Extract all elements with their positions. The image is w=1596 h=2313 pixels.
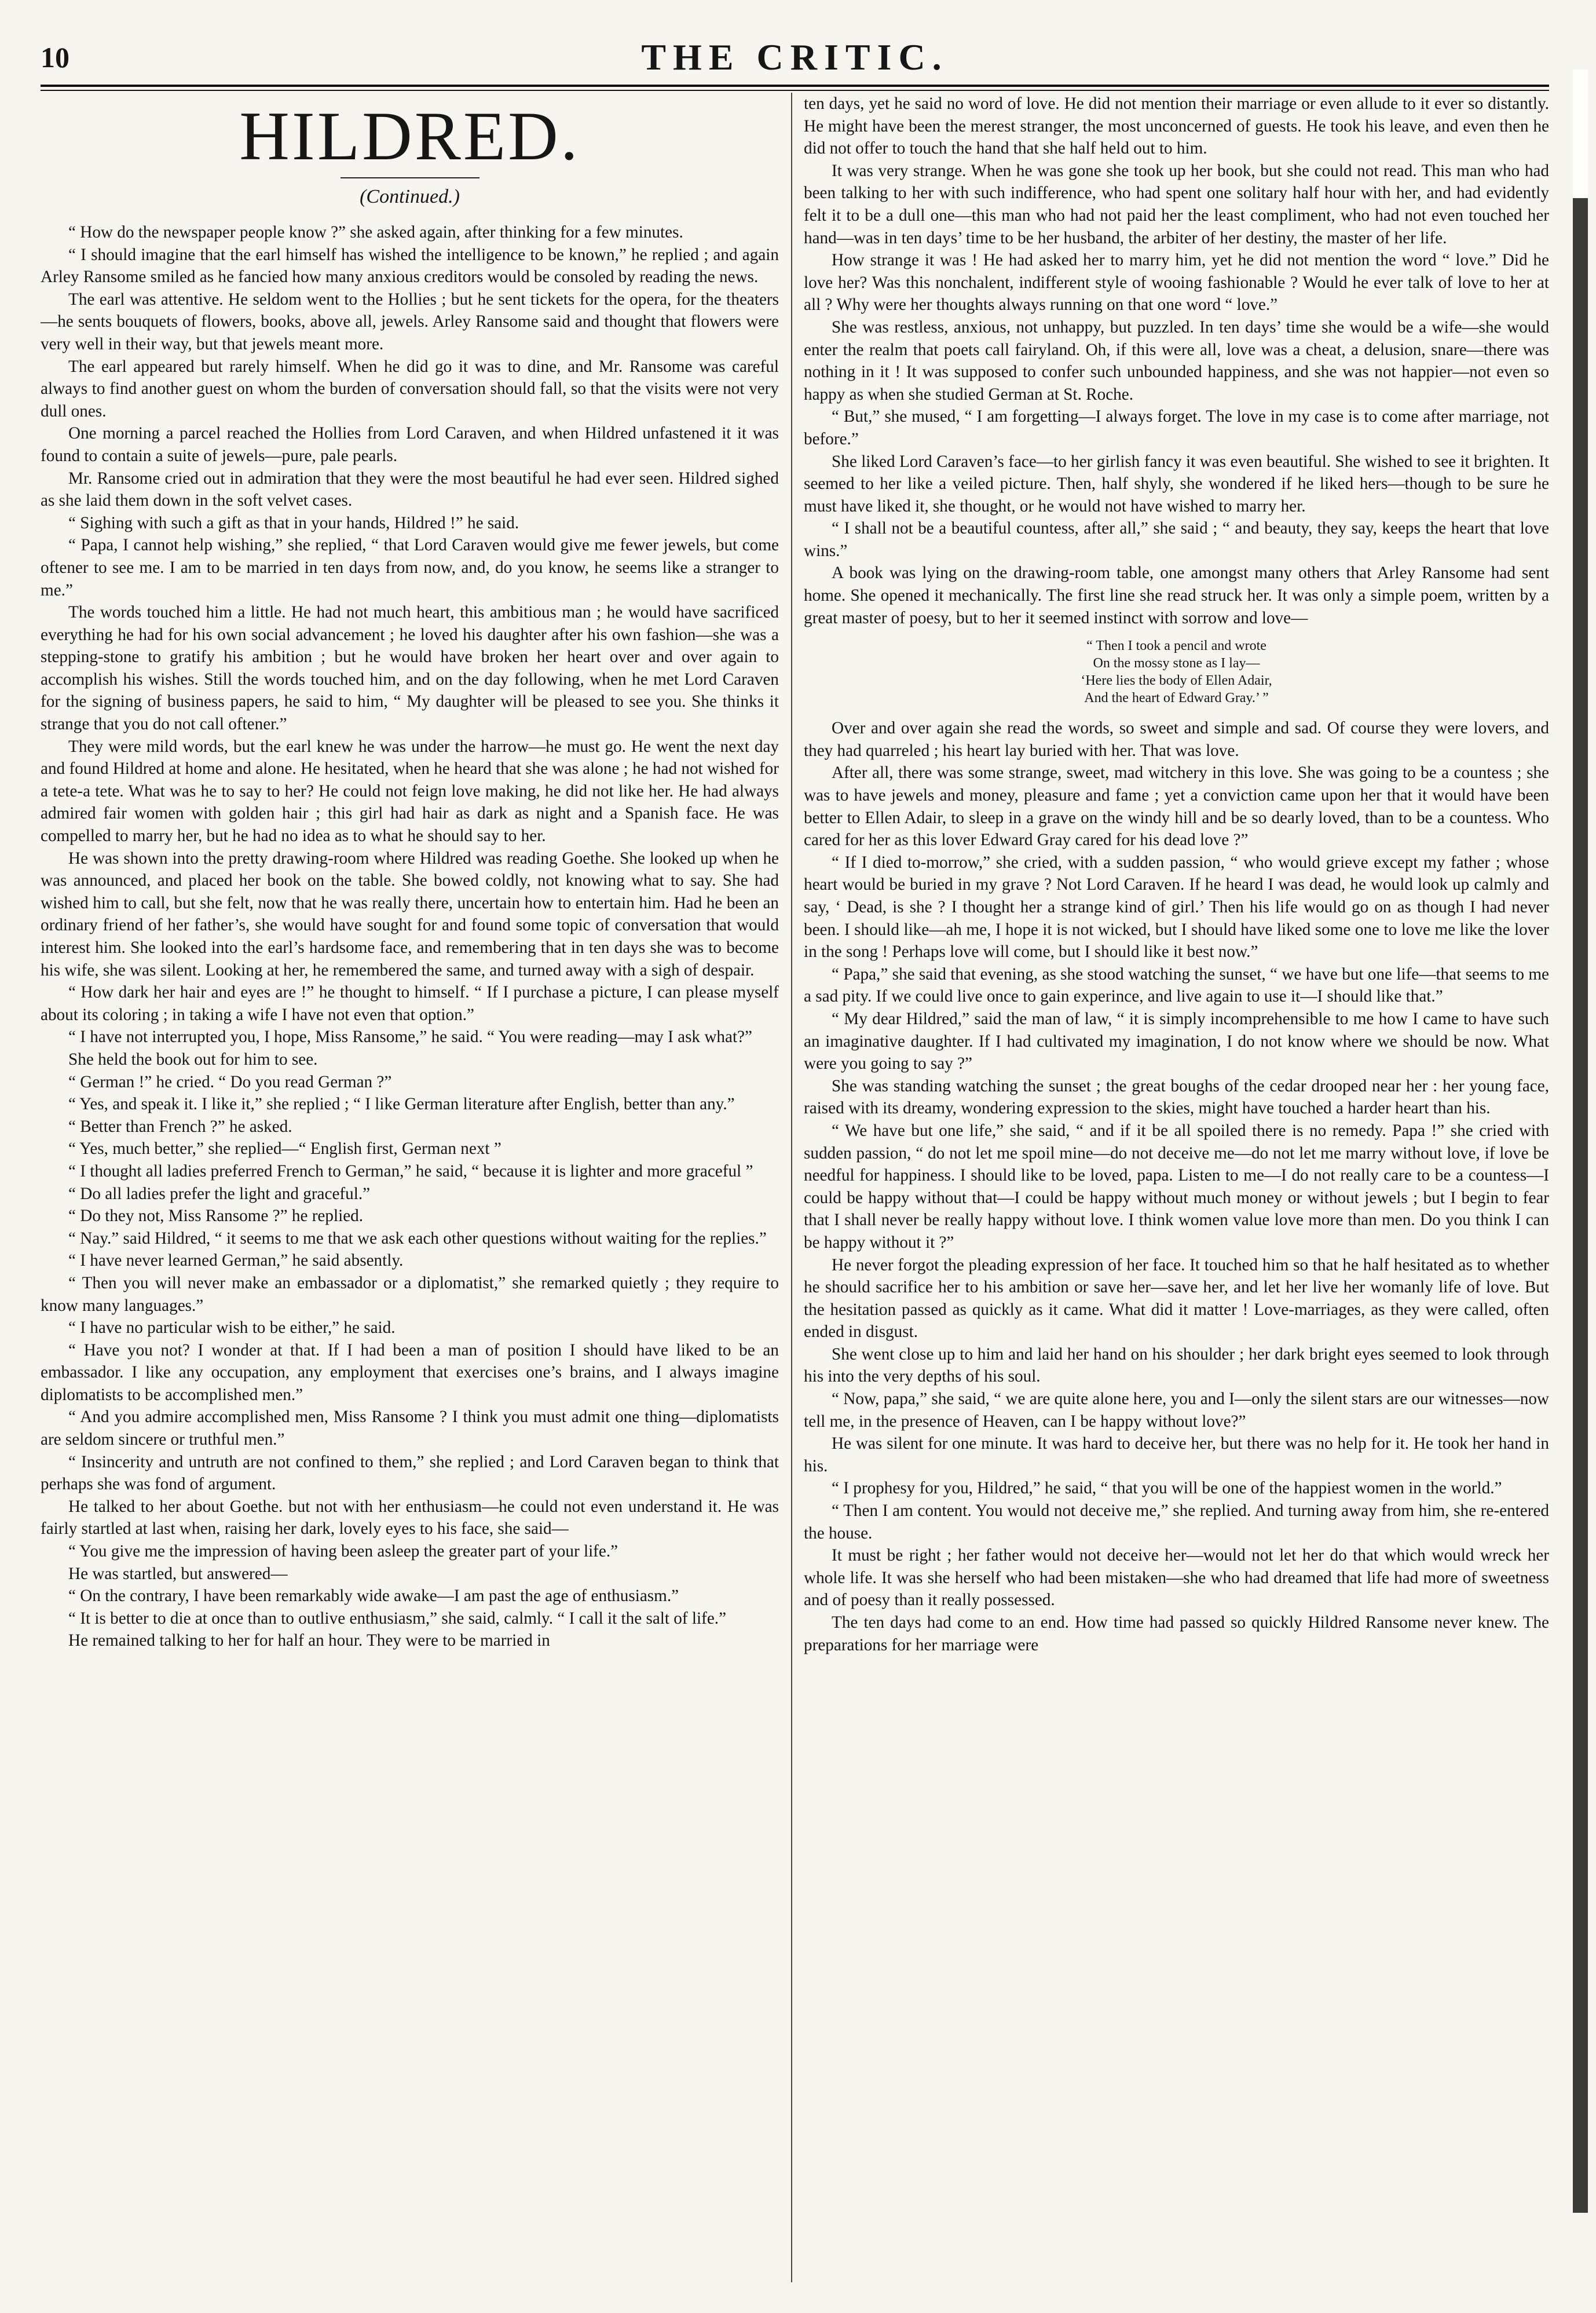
paragraph: “ How do the newspaper people know ?” she asked again, after thinking for a few minutes. — [68, 223, 683, 242]
paragraph: “ It is better to die at once than to outlive enthusiasm,” she said, calmly. “ I call it the salt of life.” — [68, 1609, 727, 1628]
paragraph: “ And you admire accomplished men, Miss Ransome ? I think you must admit one thing—diplomatists are seldom sincere or truthful men.” — [41, 1408, 779, 1449]
paragraph: “ I have never learned German,” he said absently. — [68, 1251, 404, 1270]
article-columns — [41, 93, 1549, 2282]
paragraph: Mr. Ransome cried out in admiration that they were the most beautiful he had ever seen. Hildred sighed as she laid them down in the soft velvet cases. — [41, 469, 779, 510]
paragraph: It was very strange. When he was gone she took up her book, but she could not read. This man who had been talking to her with such indifference, who had spent one solitary half hour with her, and had evidently felt it to be a dull one—this man who had not paid her the least compliment, who had not even touched her hand—was in ten days’ time to be her husband, the arbiter of her destiny, the master of her life. — [804, 161, 1549, 247]
paragraph: “ Now, papa,” she said, “ we are quite alone here, you and I—only the silent stars are our witnesses—now tell me, in the presence of Heaven, can I be happy without love?” — [804, 1390, 1549, 1431]
paragraph: “ Have you not? I wonder at that. If I had been a man of position I should have liked to be an embassador. I like any occupation, any employment that exercises one’s brains, and I always imagine diplomatists to be accomplished men.” — [41, 1340, 779, 1404]
newspaper-page — [41, 35, 1549, 2288]
page-edge-shadow — [1573, 70, 1588, 2213]
paragraph: “ Then you will never make an embassador or a diplomatist,” she remarked quietly ; they require to know many languages.” — [41, 1273, 779, 1315]
poem-quote — [804, 637, 1549, 707]
paragraph: “ Yes, and speak it. I like it,” she replied ; “ I like German literature after English, better than any.” — [68, 1095, 735, 1114]
paragraph: “ German !” he cried. “ Do you read German ?” — [68, 1072, 392, 1091]
paragraph: The earl appeared but rarely himself. When he did go it was to dine, and Mr. Ransome was careful always to find another guest on whom the burden of conversation should fall, so that the visits were not very dull ones. — [41, 357, 779, 421]
paragraph: “ I prophesy for you, Hildred,” he said, “ that you will be one of the happiest women in the world.” — [832, 1479, 1502, 1498]
paragraph: After all, there was some strange, sweet, mad witchery in this love. She was going to be a countess ; she was to have jewels and money, pleasure and fame ; yet a conviction came upon her that it would have been better to Ellen Adair, to sleep in a grave on the windy hill and be so dearly loved, than to be a countess. Who cared for her as this lover Edward Gray cared for his dead love ?” — [804, 763, 1549, 850]
title-rule — [341, 177, 479, 178]
paragraph: They were mild words, but the earl knew he was under the harrow—he must go. He went the next day and found Hildred at home and alone. He hesitated, when he heard that she was alone ; he had not wished for a tete-a tete. What was he to say to her? He could not feign love making, he did not like her. He had always admired fair women with golden hair ; this girl had hair as dark as night and a Spanish face. He was compelled to marry her, but he had no idea as to what he should say to her. — [41, 737, 779, 846]
poem-line: On the mossy stone as I lay— — [1093, 656, 1260, 671]
paragraph: “ But,” she mused, “ I am forgetting—I always forget. The love in my case is to come after marriage, not before.” — [804, 407, 1549, 448]
page-number: 10 — [41, 41, 69, 74]
paragraph: “ My dear Hildred,” said the man of law, “ it is simply incomprehensible to me how I came to have such an imaginative daughter. If I had cultivated my imagination, I do not know where we should be now. What were you going to say ?” — [804, 1009, 1549, 1073]
poem-line: “ Then I took a pencil and wrote — [1086, 638, 1266, 654]
paragraph: One morning a parcel reached the Hollies from Lord Caraven, and when Hildred unfastened it it was found to contain a suite of jewels—pure, pale pearls. — [41, 424, 779, 465]
paragraph: She went close up to him and laid her hand on his shoulder ; her dark bright eyes seemed to look through his into the very depths of his soul. — [804, 1344, 1549, 1386]
masthead-rule — [41, 85, 1549, 91]
left-column — [41, 93, 779, 2282]
paragraph: “ How dark her hair and eyes are !” he thought to himself. “ If I purchase a picture, I can please myself about its coloring ; in taking a wife I have not even that option.” — [41, 983, 779, 1024]
paragraph: He was silent for one minute. It was hard to deceive her, but there was no help for it. He took her hand in his. — [804, 1434, 1549, 1475]
paragraph: “ Better than French ?” he asked. — [68, 1117, 292, 1136]
paragraph: “ I have no particular wish to be either,” he said. — [68, 1318, 396, 1338]
paragraph: How strange it was ! He had asked her to marry him, yet he did not mention the word “ love.” Did he love her? Was this nonchalent, indifferent style of wooing fashionable ? Would he ever talk of love to her at all ? Why were her thoughts always running on that one word “ love.” — [804, 251, 1549, 315]
paragraph: The ten days had come to an end. How time had passed so quickly Hildred Ransome never knew. The preparations for her marriage were — [804, 1613, 1549, 1654]
paragraph: The words touched him a little. He had not much heart, this ambitious man ; he would have sacrificed everything he had for his own social advancement ; he loved his daughter after his own fashion—she was a stepping-stone to gratify his ambition ; but he would have broken her heart over and over again to accomplish his wishes. Still the words touched him, and on the day following, when he met Lord Caraven for the signing of business papers, he said to him, “ My daughter will be pleased to see you. She thinks it strange that you do not call oftener.” — [41, 603, 779, 734]
paragraph: “ I shall not be a beautiful countess, after all,” she said ; “ and beauty, they say, keeps the heart that love wins.” — [804, 519, 1549, 560]
story-subtitle: (Continued.) — [360, 186, 460, 207]
right-column-body-top — [804, 93, 1549, 629]
masthead — [41, 35, 1549, 81]
paragraph: “ Nay.” said Hildred, “ it seems to me that we ask each other questions without waiting for the replies.” — [68, 1229, 767, 1248]
paragraph: She was standing watching the sunset ; the great boughs of the cedar drooped near her : her young face, raised with its dreamy, wondering expression to the skies, might have touched a harder heart than his. — [804, 1076, 1549, 1118]
paragraph: “ Then I am content. You would not deceive me,” she replied. And turning away from him, she re-entered the house. — [804, 1501, 1549, 1543]
paragraph: “ Do they not, Miss Ransome ?” he replied. — [68, 1207, 364, 1226]
paragraph: She was restless, anxious, not unhappy, but puzzled. In ten days’ time she would be a wife—she would enter the realm that poets call fairyland. Oh, if this were all, love was a cheat, a delusion, snare—there was nothing in it ! It was supposed to confer such unbounded happiness, and she was not happier—not even so happy as when she studied German at St. Roche. — [804, 317, 1549, 404]
paragraph: It must be right ; her father would not deceive her—would not let her do that which would wreck her whole life. It was she herself who had been mistaken—she who had dreamed that life had more of sweetness and of poesy than it really possessed. — [804, 1546, 1549, 1610]
paragraph: “ I should imagine that the earl himself has wished the intelligence to be known,” he replied ; and again Arley Ransome smiled as he fancied how many anxious creditors would be consoled by reading the news. — [41, 245, 779, 287]
paragraph: ten days, yet he said no word of love. He did not mention their marriage or even allude to it ever so distantly. He might have been the merest stranger, the most unconcerned of guests. He took his leave, and even then he did not offer to touch the hand that she half held out to him. — [804, 94, 1549, 158]
paragraph: “ I have not interrupted you, I hope, Miss Ransome,” he said. “ You were reading—may I ask what?” — [68, 1028, 752, 1047]
paragraph: He was startled, but answered— — [68, 1564, 288, 1583]
paragraph: He was shown into the pretty drawing-room where Hildred was reading Goethe. She looked up when he was announced, and placed her book on the table. She bowed coldly, not knowing what to say. She had wished him to call, but she felt, now that he was really there, uncertain how to entertain him. Had he been an ordinary friend of her father’s, she would have sought for and found some topic of conversation that would interest him. She looked into the earl’s hardsome face, and remembering that in ten days she was to become his wife, she was silent. Looking at her, he remembered the same, and turned away with a sigh of despair. — [41, 849, 779, 980]
paragraph: “ I thought all ladies preferred French to German,” he said, “ because it is lighter and more graceful ” — [68, 1161, 753, 1181]
paragraph: “ Insincerity and untruth are not confined to them,” she replied ; and Lord Caraven began to think that perhaps she was fond of argument. — [41, 1452, 779, 1494]
story-title: HILDRED. — [239, 97, 580, 174]
poem-line: ‘Here lies the body of Ellen Adair, — [1081, 673, 1272, 689]
paragraph: The earl was attentive. He seldom went to the Hollies ; but he sent tickets for the opera, for the theaters—he sents bouquets of flowers, books, above all, jewels. Arley Ransome said and thought that flowers were very well in their way, but that jewels meant more. — [41, 290, 779, 353]
right-column — [804, 93, 1549, 2282]
paragraph: “ Papa, I cannot help wishing,” she replied, “ that Lord Caraven would give me fewer jewels, but come oftener to see me. I am to be married in ten days from now, and, do you know, he seems like a stranger to me.” — [41, 536, 779, 600]
paragraph: “ Yes, much better,” she replied—“ English first, German next ” — [68, 1139, 502, 1159]
paragraph: A book was lying on the drawing-room table, one amongst many others that Arley Ransome had sent home. She opened it mechanically. The first line she read struck her. It was only a simple poem, written by a great master of poesy, but to her it seemed instinct with sorrow and love— — [804, 564, 1549, 627]
paragraph: “ Do all ladies prefer the light and graceful.” — [68, 1184, 371, 1203]
paragraph: She held the book out for him to see. — [68, 1050, 318, 1069]
left-column-body — [41, 221, 779, 1652]
paragraph: “ You give me the impression of having been asleep the greater part of your life.” — [68, 1542, 618, 1561]
paragraph: “ We have but one life,” she said, “ and if it be all spoiled there is no remedy. Papa !” she cried with sudden passion, “ do not let me spoil mine—do not deceive me—do not let me marry without love, if love be needful for happiness. I should like to be loved, papa. Listen to me—I do not really care to be a countess—I could be happy without that—I could be happy without much money or without jewels ; but I begin to fear that I shall never be really happy without love. I think women value love more than men. Do you think I can be happy without it ?” — [804, 1121, 1549, 1252]
paragraph: “ Sighing with such a gift as that in your hands, Hildred !” he said. — [68, 513, 519, 532]
paper-title: THE CRITIC. — [641, 36, 949, 78]
paragraph: “ On the contrary, I have been remarkably wide awake—I am past the age of enthusiasm.” — [68, 1587, 679, 1606]
paragraph: “ If I died to-morrow,” she cried, with a sudden passion, “ who would grieve except my father ; whose heart would be buried in my grave ? Not Lord Caraven. If he heard I was dead, he would look up calmly and say, ‘ Dead, is she ? I thought her a strange kind of girl.’ Then his life would go on as though I had never been. I should like—ah me, I hope it is not wicked, but I should have liked some one to love me like the lover in the song ! Perhaps love will come, but I should like it best now.” — [804, 853, 1549, 962]
paragraph: He remained talking to her for half an hour. They were to be married in — [68, 1631, 550, 1650]
right-column-body-bottom — [804, 717, 1549, 1656]
poem-line: And the heart of Edward Gray.’ ” — [1084, 690, 1269, 706]
paragraph: He never forgot the pleading expression of her face. It touched him so that he half hesitated as to whether he should sacrifice her to his ambition or save her—save her, and let her live her womanly life of love. But the hesitation passed as quickly as it came. What did it matter ! Love-marriages, as they were called, often ended in disgust. — [804, 1255, 1549, 1342]
paragraph: Over and over again she read the words, so sweet and simple and sad. Of course they were lovers, and they had quarreled ; his heart lay buried with her. That was love. — [804, 719, 1549, 760]
column-divider — [791, 93, 792, 2282]
paragraph: She liked Lord Caraven’s face—to her girlish fancy it was even beautiful. She wished to see it brighten. It seemed to her like a veiled picture. Then, half shyly, she wondered if he liked hers—though to be sure he must have liked it, she thought, or he would not have wished to marry her. — [804, 452, 1549, 516]
paragraph: He talked to her about Goethe. but not with her enthusiasm—he could not even understand it. He was fairly startled at last when, raising her dark, lovely eyes to his face, she said— — [41, 1497, 779, 1539]
paragraph: “ Papa,” she said that evening, as she stood watching the sunset, “ we have but one life—that seems to me a sad pity. If we could live once to gain experince, and live again to use it—I should like that.” — [804, 964, 1549, 1006]
